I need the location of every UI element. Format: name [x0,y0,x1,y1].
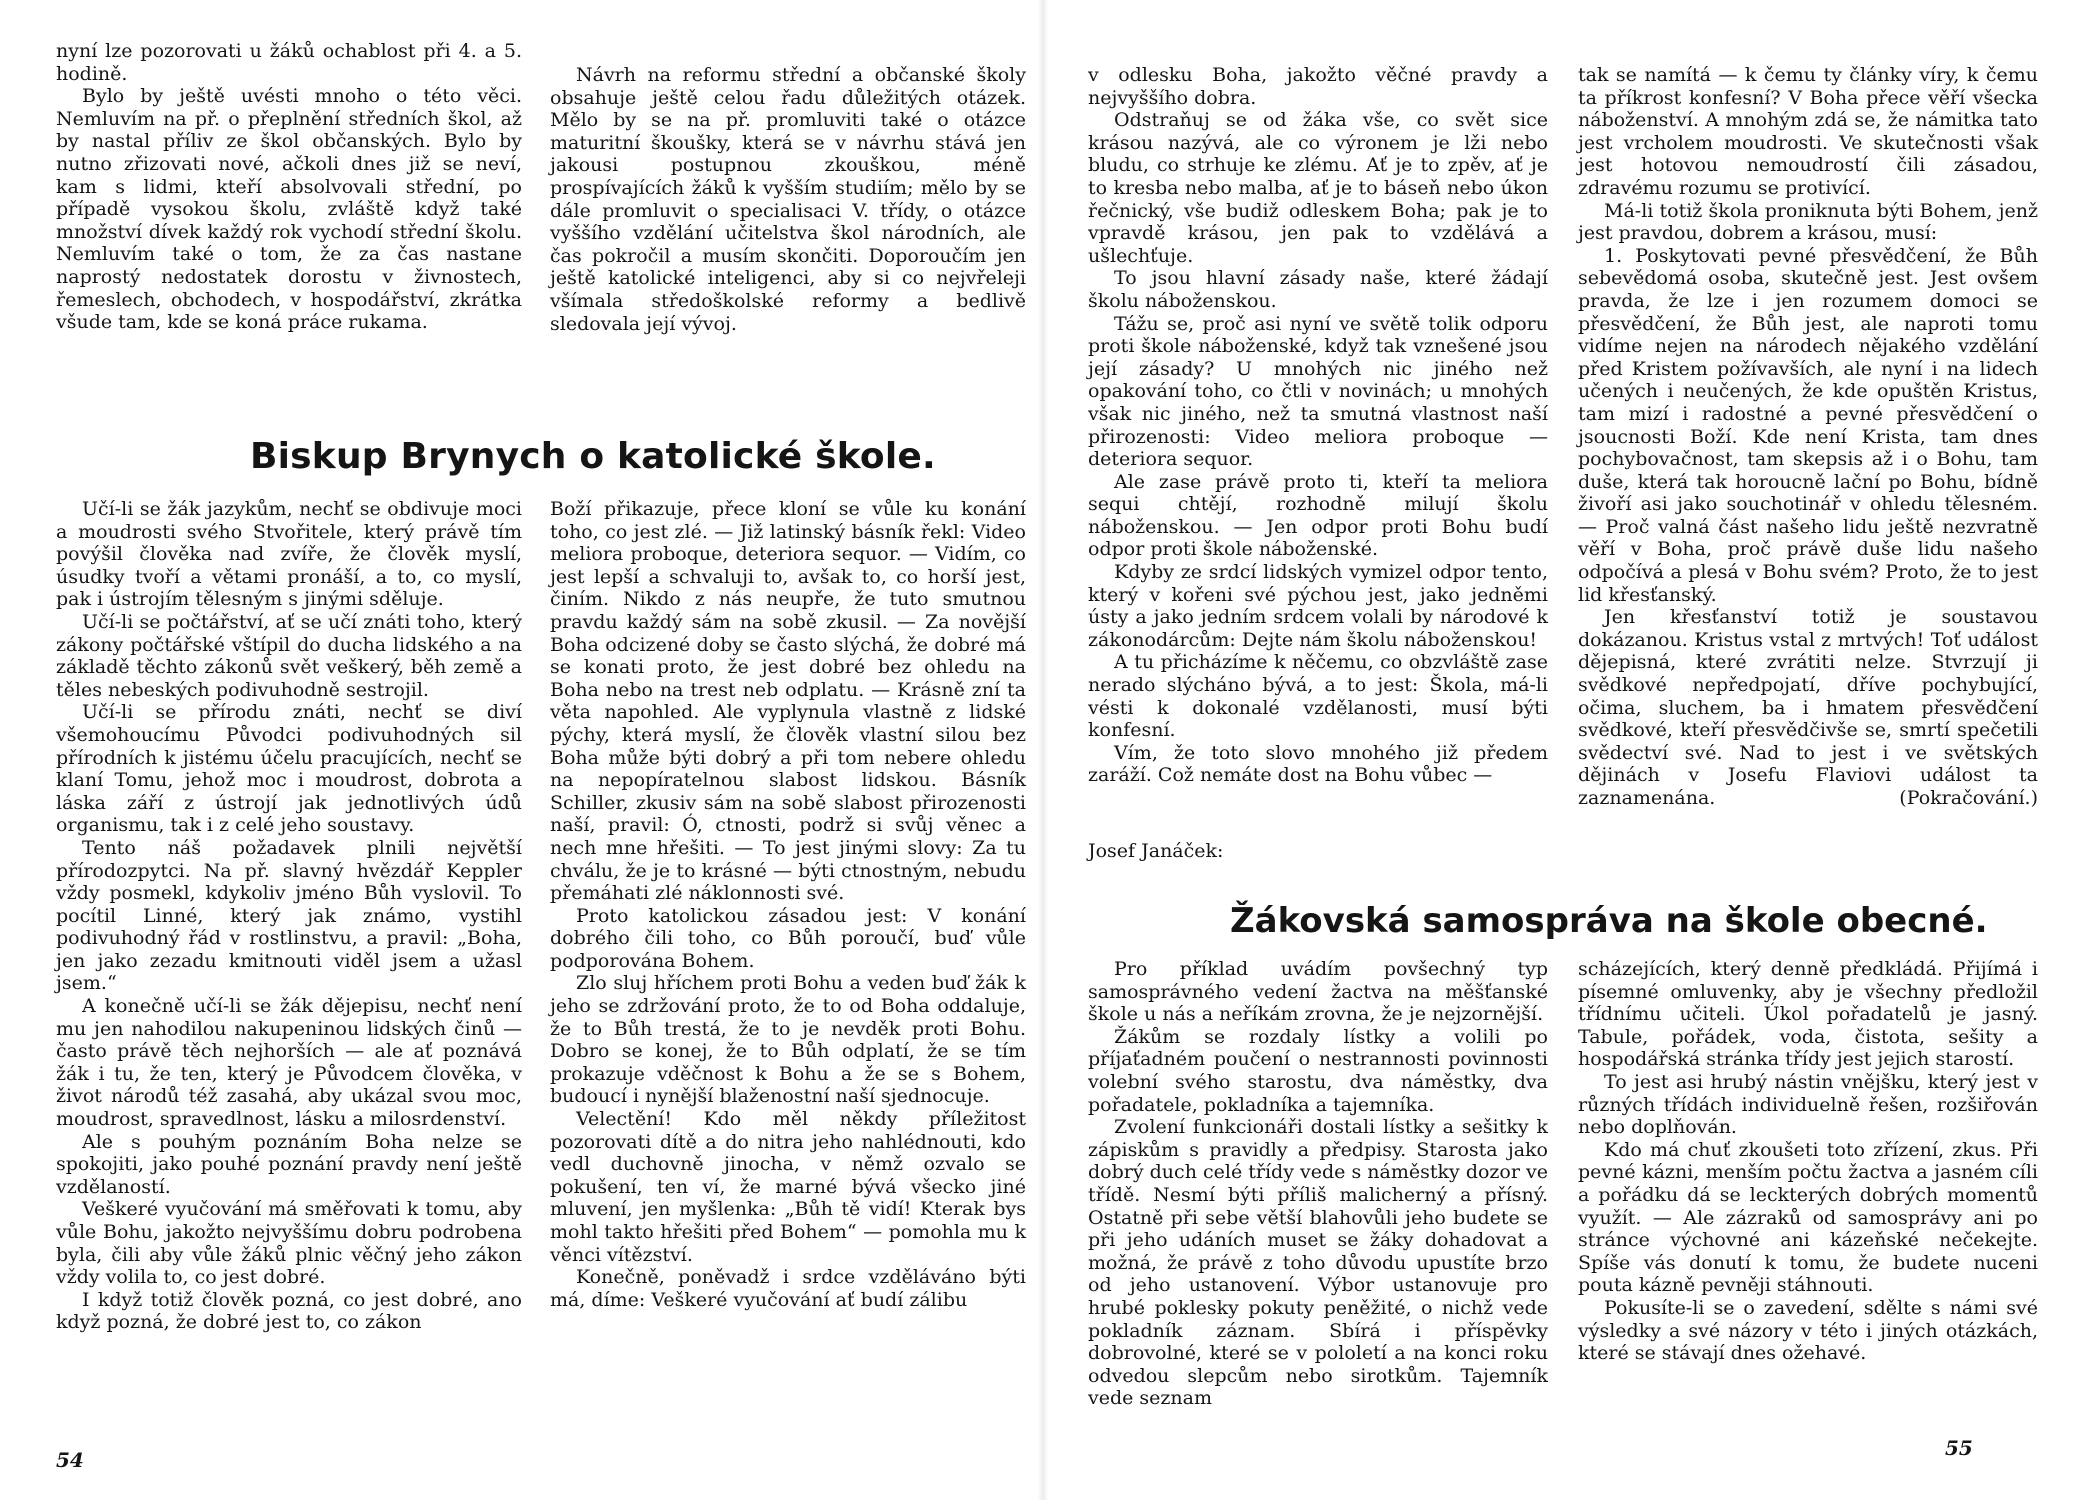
author-byline: Josef Janáček: [1088,840,1224,862]
paragraph: Veškeré vyučování má směřovati k tomu, aby vůle Bohu, jakožto nejvyššímu dobru podrobena byla, čili aby vůle žáků plnic věčný jeho zákon vždy volila to, co jest dobré. [56,1198,522,1289]
left-col2-bottom [550,498,1026,1311]
article-title-brynych: Biskup Brynych o katolické škole. [250,436,936,477]
right-page [1043,0,2086,1500]
paragraph: Ale zase právě proto ti, kteří ta meliora sequi chtějí, rozhodně milují školu náboženskou. — Jen odpor proti Bohu budí odpor proti škole náboženské. [1088,470,1548,561]
left-col1-top [56,40,522,334]
right-col2 [1578,64,2038,810]
paragraph: Vím, že toto slovo mnohého již předem zaráží. Což nemáte dost na Bohu vůbec — [1088,741,1548,787]
paragraph: Učí-li se počtářství, ať se učí znáti toho, který zákony počtářské vštípil do ducha lidského a na základě těchto zákonů svět veškerý, běh země a těles nebeských podivuhodně sestrojil. [56,610,522,701]
paragraph: Zvolení funkcionáři dostali lístky a sešitky k zápiskům s pravidly a předpisy. Starosta jako dobrý duch celé třídy vede s náměstky dozor ve třídě. Nesmí býti příliš malicherný a přísný. Ostatně při sebe větší blahovůli jeho budete se při jeho udáních muset se žáky dohadovat a možná, že právě z toho důvodu upustíte brzo od jeho ustanovení. Výbor ustanovuje pro hrubé poklesky pokuty peněžité, o nichž vede pokladník záznam. Sbírá i příspěvky dobrovolné, které se v pololetí a na konci roku odvedou slepcům nebo sirotkům. Tajemník vede seznam [1088,1116,1548,1410]
paragraph: Učí-li se žák jazykům, nechť se obdivuje moci a moudrosti svého Stvořitele, který právě tím povýšil člověka nad zvíře, že člověk myslí, úsudky tvoří a větami pronáší, a to, co myslí, pak i ústrojím tělesným s jinými sděluje. [56,498,522,611]
paragraph: Pro příklad uvádím povšechný typ samosprávného vedení žactva na měšťanské škole u nás a neříkám zrovna, že je nejzornější. [1088,958,1548,1026]
paragraph: Pokusíte-li se o zavedení, sdělte s námi své výsledky a své názory v této i jiných otázkách, které se stávají dnes ožehavé. [1578,1296,2038,1365]
paragraph: v odlesku Boha, jakožto věčné pravdy a nejvyššího dobra. [1088,64,1548,109]
paragraph: I když totiž člověk pozná, co jest dobré, ano když pozná, že dobré jest to, co zákon [56,1288,522,1334]
paragraph: Žákům se rozdaly lístky a volili po příjaťadném poučení o nestrannosti povinnosti volební svého starostu, dva náměstky, dva pořadatele, pokladníka a tajemníka. [1088,1025,1548,1116]
paragraph: 1. Poskytovati pevné přesvědčení, že Bůh sebevědomá osoba, skutečně jest. Jest ovšem pravda, že lze i jen rozumem domoci se přesvědčení, že Bůh jest, ale naproti tomu vidíme nejen na národech nějakého vzdělání před Kristem požívavších, ale nyní i na lidech učených i neučených, že kde opuštěn Kristus, tam mizí i radostné a pevné přesvědčení o jsoucnosti Boží. Kde není Krista, tam dnes pochybovačnost, tam skepsis až i o Bohu, tam duše, která tak horoucně lační po Bohu, bídně živoří asi jako souchotinář v ohledu tělesném. — Proč valná část našeho lidu ještě nezvratně věří v Boha, proč právě duše lidu našeho odpočívá a plesá v Bohu svém? Proto, že to jest lid křesťanský. [1578,244,2038,606]
page-number-right: 55 [1945,1436,1973,1460]
paragraph: nyní lze pozorovati u žáků ochablost při 4. a 5. hodině. [56,40,522,85]
paragraph: scházejících, který denně předkládá. Přijímá i písemné omluvenky, aby je všechny předložil třídnímu učiteli. Úkol pořadatelů je jasný. Tabule, pořádek, voda, čistota, sešity a hospodářská stránka třídy jest jejich starostí. [1578,958,2038,1071]
paragraph: Tento náš požadavek plnili největší přírodozpytci. Na př. slavný hvězdář Keppler vždy posmekl, kdykoliv jméno Bůh vyslovil. To pocítil Linné, který jak známo, vystihl podivuhodný řád v rostlinstvu, a pravil: „Boha, jen jako zezadu kmitnouti viděl jsem a užasl jsem.“ [56,836,522,995]
paragraph: Tážu se, proč asi nyní ve světě tolik odporu proti škole náboženské, když tak vznešené jsou její zásady? U mnohých nic jiného než opakování toho, co čtli v novinách; u mnohých však nic jiného, než ta smutná vlastnost naší přirozenosti: Video meliora proboque — deteriora sequor. [1088,312,1548,471]
paragraph: Má-li totiž škola proniknuta býti Bohem, jenž jest pravdou, dobrem a krásou, musí: [1578,199,2038,245]
paragraph: Velectění! Kdo měl někdy příležitost pozorovati dítě a do nitra jeho nahlédnouti, kdo vedl duchovně jinocha, v němž ozvalo se pokušení, ten ví, že marné bývá všecko jiné mluvení, jen myšlenka: „Bůh tě vidí! Kterak bys mohl takto hřešiti před Bohem“ — pomohla mu k věnci vítězství. [550,1108,1026,1266]
paragraph: Konečně, poněvadž i srdce vzděláváno býti má, díme: Veškeré vyučování ať budí zálibu [550,1266,1026,1311]
paragraph: Proto katolickou zásadou jest: V konání dobrého čili toho, co Bůh poroučí, buď vůle podporována Bohem. [550,904,1026,972]
paragraph: To jest asi hrubý nástin vnějšku, který jest v různých třídách individuelně řešen, rozšiřován nebo doplňován. [1578,1070,2038,1139]
paragraph: Učí-li se přírodu znáti, nechť se diví všemohoucímu Původci podivuhodných sil přírodních k jistému účelu pracujících, nechť se klaní Tomu, jehož moc i moudrost, dobrota a láska září z ústrojí jak jednotlivých údů organismu, tak i z celé jeho soustavy. [56,701,522,837]
article-title-samosprava: Žákovská samospráva na škole obecné. [1230,901,1988,941]
paragraph: Kdyby ze srdcí lidských vymizel odpor tento, který v kořeni své pýchou jest, jako jedněmi ústy a jako jedním srdcem volali by národové k zákonodárcům: Dejte nám školu náboženskou! [1088,561,1548,651]
right-col1 [1088,64,1548,787]
paragraph: Odstraňuj se od žáka vše, co svět sice krásou nazývá, ale co výronem je lži nebo bludu, co strhuje ke zlému. Ať je to zpěv, ať je to kresba nebo malba, ať je to báseň nebo úkon řečnický, vše budiž odleskem Boha; pak je to vpravdě krásou, jen pak to vzdělává a ušlechťuje. [1088,109,1548,267]
continuation-note: (Pokračování.) [1899,787,2038,809]
left-col2-top [550,64,1026,335]
paragraph: Ale s pouhým poznáním Boha nelze se spokojiti, jako pouhé poznání pravdy není ještě vzdělaností. [56,1130,522,1198]
paragraph: tak se namítá — k čemu ty články víry, k čemu ta příkrost konfesní? V Boha přece věří všecka náboženství. A mnohým zdá se, že námitka tato jest vrcholem moudrosti. Ve skutečnosti však jest hotovou nemoudrostí čili zásadou, zdravému rozumu se protivící. [1578,64,2038,199]
paragraph: Bylo by ještě uvésti mnoho o této věci. Nemluvím na př. o přeplnění středních škol, až by nastal příliv ze škol občanských. Bylo by nutno zřizovati nové, ačkoli dnes již se neví, kam s lidmi, kteří absolvovali střední, po případě vysokou školu, zvláště když také množství dívek každý rok vychodí střední školu. Nemluvím také o tom, že za čas nastane naprostý nedostatek dorostu v živnostech, řemeslech, obchodech, v hospodářství, zkrátka všude tam, kde se koná práce rukama. [56,85,522,334]
paragraph: A konečně učí-li se žák dějepisu, nechť není mu jen nahodilou nakupeninou lidských činů — často právě těch nejhorších — ale ať poznává žák i tu, že ten, který je Původcem člověka, v život národů též zasahá, aby ukázal svou moc, moudrost, spravedlnost, lásku a milosrdenství. [56,995,522,1131]
right-col1-bottom [1088,958,1548,1410]
paragraph: A tu přicházíme k něčemu, co obzvláště zase nerado slýcháno bývá, a to jest: Škola, má-li vésti k dokonalé vzdělanosti, musí býti konfesní. [1088,651,1548,742]
paragraph: Zlo sluj hříchem proti Bohu a veden buď žák k jeho se zdržování proto, že to od Boha oddaluje, že to Bůh trestá, že to je nevděk proti Bohu. Dobro se konej, že to Bůh odplatí, že se tím prokazuje vděčnost k Bohu a že se s Bohem, budoucí i nynější blaženostní naší sjednocuje. [550,972,1026,1108]
paragraph: Jen křesťanství totiž je soustavou dokázanou. Kristus vstal z mrtvých! Toť událost dějepisná, které zvrátiti nelze. Stvrzují ji svědkové nepředpojatí, dříve pochybující, očima, sluchem, ba i hmatem přesvědčení svědkové, kteří přesvědčivše se, smrtí spečetili svědectví své. Nad to jest i ve světských dějinách v Josefu Flaviovi událost ta zaznamenána. [1578,606,2038,809]
paragraph: Návrh na reformu střední a občanské školy obsahuje ještě celou řadu důležitých otázek. Mělo by se na př. promluviti také o otázce maturitní škoušky, která se v návrhu stává jen jakousi postupnou zkouškou, méně prospívajících žáků k vyšším studiím; mělo by se dále promluvit o specialisaci V. třídy, o otázce vyššího vzdělání učitelstva škol národních, ale čas pokročil a musím skončiti. Doporoučím jen ještě katolické inteligenci, aby si co nejvřeleji všímala středoškolské reformy a bedlivě sledovala její vývoj. [550,64,1026,335]
paragraph: Kdo má chuť zkoušeti toto zřízení, zkus. Při pevné kázni, menším počtu žactva a jasném cíli a pořádku dá se leckterých dobrých momentů využít. — Ale zázraků od samosprávy ani po stránce výchovné ani kázeňské nečekejte. Spíše vás donutí k tomu, že budete nuceni pouta kázně pevněji stáhnouti. [1578,1138,2038,1297]
left-col1-bottom [56,498,522,1334]
paragraph: Boží přikazuje, přece kloní se vůle ku konání toho, co jest zlé. — Již latinský básník řekl: Video meliora proboque, deteriora sequor. — Vidím, co jest lepší a schvaluji to, avšak to, co horší jest, činím. Nikdo z nás neupře, že tuto smutnou pravdu každý sám na sobě zkusil. — Za novější Boha odcizené doby se často slýchá, že dobré má se konati proto, že jest dobré bez ohledu na Boha nebo na trest neb odplatu. — Krásně zní ta věta napohled. Ale vyplynula vlastně z lidské pýchy, která myslí, že člověk vlastní silou bez Boha může býti dobrý a při tom nebere ohledu na nepopíratelnou slabost lidskou. Básník Schiller, zkusiv sám na sobě slabost přirozenosti naší, pravil: Ó, ctnosti, podrž si svůj věnec a nech mne hřešiti. — To jest jinými slovy: Za tu chválu, že je to krásné — býti ctnostným, nebudu přemáhati zlé náklonnosti své. [550,498,1026,905]
page-number-left: 54 [56,1448,84,1472]
paragraph: To jsou hlavní zásady naše, které žádají školu náboženskou. [1088,267,1548,312]
right-col2-bottom [1578,958,2038,1365]
